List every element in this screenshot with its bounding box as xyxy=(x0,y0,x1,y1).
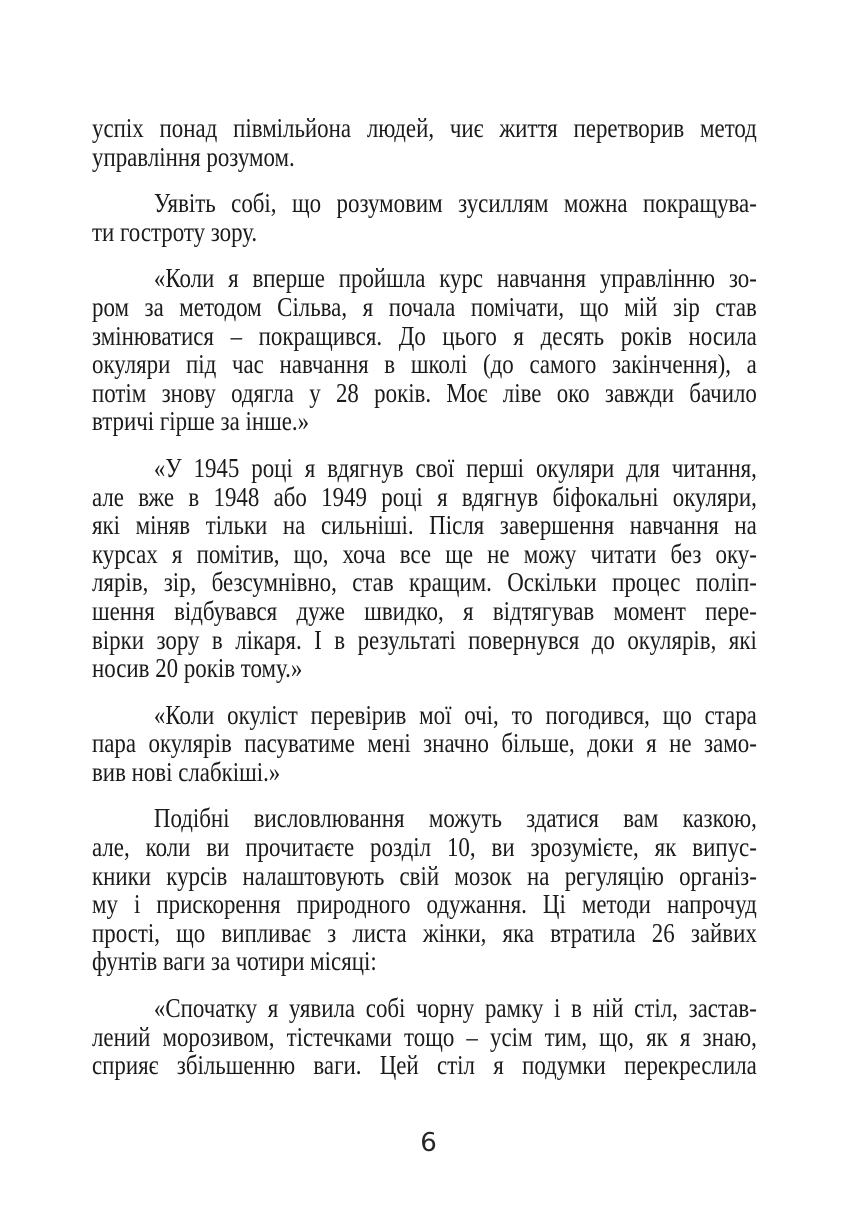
text-line: потім знову одягла у 28 років. Моє ліве око завжди бачило xyxy=(92,377,757,408)
paragraph xyxy=(92,264,757,436)
page-number: 6 xyxy=(420,1128,437,1158)
text-line: сприяє збільшенню ваги. Цей стіл я подумки перекреслила xyxy=(92,1050,757,1081)
paragraph xyxy=(92,994,757,1080)
text-line: «Коли окуліст перевірив мої очі, то погодився, що стара xyxy=(153,699,757,730)
text-line: кники курсів налаштовують свій мозок на регуляцію організ- xyxy=(92,860,757,891)
text-line: прості, що випливає з листа жінки, яка втратила 26 зайвих xyxy=(92,917,757,948)
text-line: лярів, зір, безсумнівно, став кращим. Оскільки процес поліп- xyxy=(92,567,757,598)
paragraph xyxy=(92,114,757,171)
text-line: Уявіть собі, що розумовим зусиллям можна покращува- xyxy=(153,188,757,219)
text-line: «Коли я вперше пройшла курс навчання управлінню зо- xyxy=(153,263,757,294)
text-line: вив нові слабкіші.» xyxy=(92,756,281,787)
text-line: курсах я помітив, що, хоча все ще не можу читати без оку- xyxy=(92,538,757,569)
text-line: вірки зору в лікаря. І в результаті повернувся до окулярів, які xyxy=(92,624,757,655)
text-line: успіх понад півмільйона людей, чиє життя перетворив метод xyxy=(92,113,757,143)
paragraph xyxy=(92,454,757,683)
text-line: лений морозивом, тістечками тощо – усім тим, що, як я знаю, xyxy=(92,1021,757,1052)
text-line: шення відбувався дуже швидко, я відтягував момент пере- xyxy=(92,595,757,626)
text-line: ром за методом Сільва, я почала помічати, що мій зір став xyxy=(92,291,757,322)
text-line: «Спочатку я уявила собі чорну рамку і в ній стіл, застав- xyxy=(153,993,757,1024)
paragraph xyxy=(92,189,757,246)
text-line: змінюватися – покращився. До цього я десять років носила xyxy=(92,320,757,351)
text-line: «У 1945 році я вдягнув свої перші окуляри для читання, xyxy=(153,452,757,483)
text-line: управління розумом. xyxy=(92,141,295,172)
text-line: пара окулярів пасуватиме мені значно більше, доки я не замо- xyxy=(92,728,757,759)
text-line: му і прискорення природного одужання. Ці методи напрочуд xyxy=(92,889,757,920)
page-text-block xyxy=(92,114,757,1080)
text-line: фунтів ваги за чотири місяці: xyxy=(92,946,377,977)
text-line: носив 20 років тому.» xyxy=(92,653,303,684)
text-line: які міняв тільки на сильніші. Після завершення навчання на xyxy=(92,510,757,541)
text-line: окуляри під час навчання в школі (до самого закінчення), а xyxy=(92,349,757,380)
paragraph xyxy=(92,804,757,976)
text-line: ти гостроту зору. xyxy=(92,216,258,247)
text-line: втричі гірше за інше.» xyxy=(92,406,310,437)
text-line: але, коли ви прочитаєте розділ 10, ви зрозумієте, як випус- xyxy=(92,832,757,863)
paragraph xyxy=(92,701,757,787)
text-line: але вже в 1948 або 1949 році я вдягнув біфокальні окуляри, xyxy=(92,481,757,512)
text-line: Подібні висловлювання можуть здатися вам казкою, xyxy=(153,803,757,834)
